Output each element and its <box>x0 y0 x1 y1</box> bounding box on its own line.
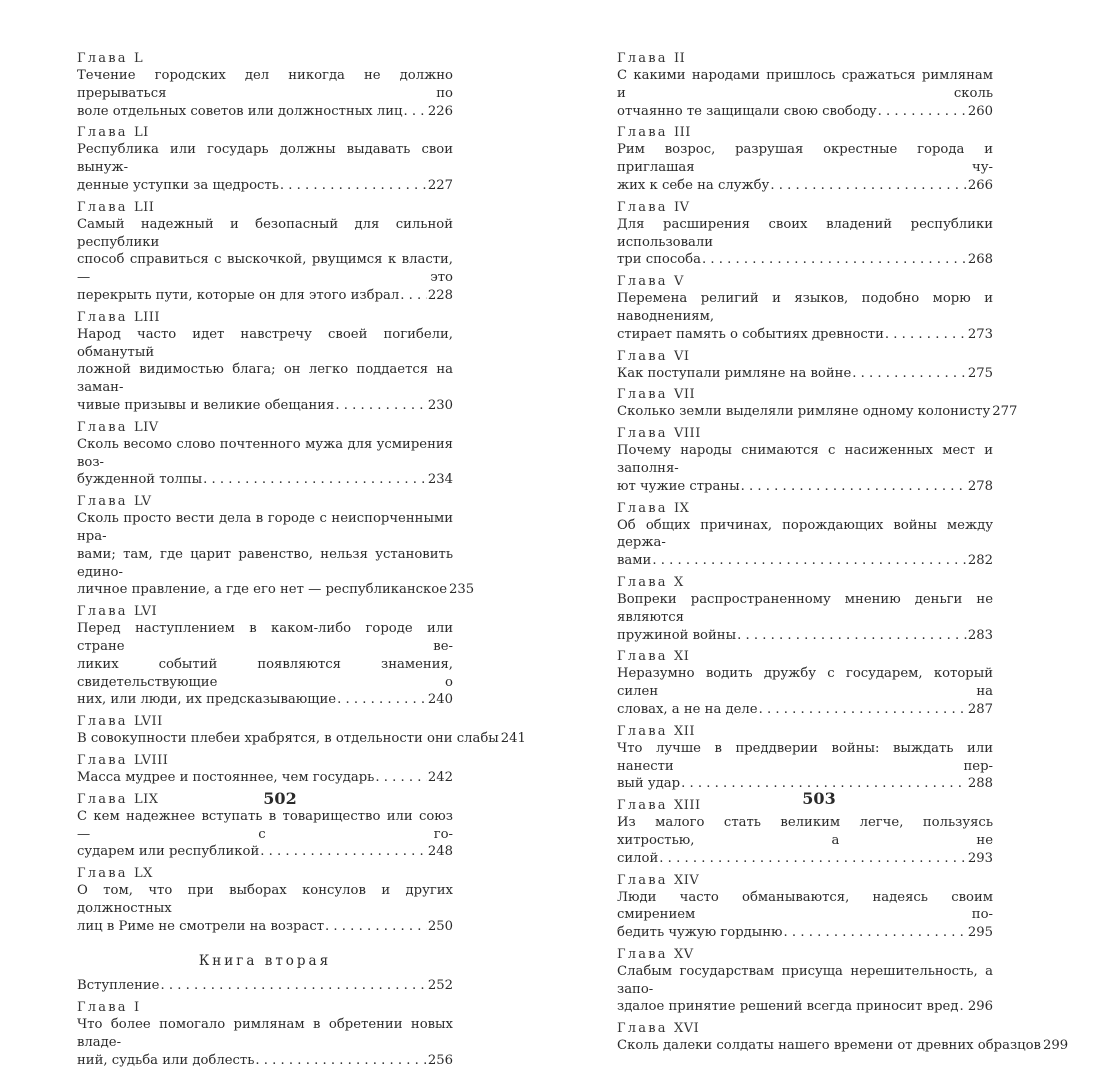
page-reference: 256 <box>427 1052 453 1068</box>
dot-leader <box>878 103 967 121</box>
chapter-title-line: Республика или государь должны выдавать свои вынуж- <box>77 142 453 176</box>
page-reference: 277 <box>992 404 1018 420</box>
chapter-title-last-line <box>77 471 453 489</box>
page-reference: 266 <box>967 177 993 193</box>
chapter-heading <box>617 273 993 290</box>
page-reference: 275 <box>967 365 993 381</box>
chapter-number: X <box>674 574 684 590</box>
chapter-title-line: Вопреки распространенному мнению деньги не являются <box>617 591 993 625</box>
chapter-title-line: вами; там, где царит равенство, нельзя установить едино- <box>77 546 453 580</box>
toc-entry <box>77 713 526 748</box>
chapter-heading <box>77 309 453 326</box>
toc-entry <box>617 574 993 644</box>
toc-entry <box>77 865 453 935</box>
chapter-heading <box>77 603 453 620</box>
chapter-title-text: вый удар <box>617 776 681 792</box>
chapter-title-text: Масса мудрее и постояннее, чем государь <box>77 769 375 785</box>
toc-entry <box>77 999 453 1069</box>
page-reference: 282 <box>967 553 993 569</box>
chapter-label: Глава <box>77 494 128 510</box>
toc-list-left-book-two <box>77 977 453 1069</box>
chapter-title-line: Из малого стать великим легче, пользуясь хитростью, а не <box>617 815 993 848</box>
chapter-heading <box>617 1020 993 1037</box>
chapter-number: IV <box>674 199 690 215</box>
chapter-label: Глава <box>617 649 668 665</box>
chapter-title-line: ликих событий появляются знамения, свидетельствующие о <box>77 656 453 690</box>
dot-leader <box>203 471 427 489</box>
chapter-heading <box>77 713 453 730</box>
page-reference: 268 <box>967 252 993 268</box>
chapter-label: Глава <box>77 51 128 66</box>
dot-leader <box>784 924 967 942</box>
chapter-number: LVIII <box>134 752 169 768</box>
chapter-title-text: Вступление <box>77 978 160 994</box>
chapter-label: Глава <box>77 791 128 807</box>
chapter-number: XI <box>674 649 690 665</box>
chapter-number: LX <box>134 866 153 882</box>
chapter-number: LIX <box>134 791 159 807</box>
chapter-heading <box>617 425 993 442</box>
chapter-title-text: Сколько земли выделяли римляне одному колонисту <box>617 404 991 420</box>
chapter-title-text: три способа <box>617 252 701 268</box>
chapter-title-text: силой <box>617 850 659 866</box>
toc-entry <box>617 946 993 1016</box>
chapter-title-last-line <box>77 103 453 121</box>
page-reference: 227 <box>427 177 453 193</box>
toc-entry <box>77 419 453 489</box>
chapter-title-line: Сколь весомо слово почтенного мужа для усмирения воз- <box>77 436 453 470</box>
page-reference: 230 <box>427 397 453 413</box>
toc-entry <box>617 425 993 495</box>
chapter-title-text: ют чужие страны <box>617 478 740 494</box>
chapter-number: LIV <box>134 419 159 435</box>
page-reference: 250 <box>427 918 453 934</box>
chapter-number: LVI <box>134 604 158 620</box>
dot-leader <box>959 998 966 1016</box>
dot-leader <box>375 769 426 787</box>
dot-leader <box>161 977 427 995</box>
chapter-label: Глава <box>617 199 668 215</box>
page-reference: 260 <box>967 103 993 119</box>
chapter-title-last-line <box>617 403 1018 421</box>
chapter-title-last-line <box>617 251 993 269</box>
chapter-number: LVII <box>134 714 163 730</box>
chapter-label: Глава <box>77 866 128 882</box>
dot-leader <box>255 1052 426 1070</box>
left-page <box>77 50 526 1074</box>
chapter-title-text: Как поступали римляне на войне <box>617 365 852 381</box>
chapter-number: XIV <box>674 872 700 888</box>
chapter-label: Глава <box>617 798 668 814</box>
chapter-label: Глава <box>77 752 128 768</box>
chapter-title-last-line <box>617 365 993 383</box>
chapter-title-line: Сколь просто вести дела в городе с неиспорченными нра- <box>77 511 453 544</box>
dot-leader <box>737 627 967 645</box>
toc-entry <box>617 1020 1069 1055</box>
page-reference: 234 <box>427 472 453 488</box>
chapter-title-text: личное правление, а где его нет — республиканское <box>77 582 448 598</box>
chapter-title-last-line <box>77 1052 453 1070</box>
chapter-title-line: Течение городских дел никогда не должно прерываться по <box>77 68 453 101</box>
chapter-heading <box>617 872 993 889</box>
chapter-heading <box>617 386 993 403</box>
chapter-number: I <box>134 1000 140 1016</box>
page-reference: 241 <box>500 731 526 747</box>
dot-leader <box>741 478 967 496</box>
toc-entry <box>617 648 993 718</box>
page-number-right: 503 <box>802 789 836 808</box>
page-reference: 248 <box>427 844 453 860</box>
chapter-title-line: Что лучше в преддверии войны: выждать или нанести пер- <box>617 740 993 774</box>
chapter-label: Глава <box>77 309 128 325</box>
chapter-number: XII <box>674 723 696 739</box>
page-reference: 226 <box>427 103 453 119</box>
chapter-title-line: способ справиться с выскочкой, рвущимся к власти, — это <box>77 252 453 286</box>
chapter-title-text: отчаянно те защищали свою свободу <box>617 103 877 119</box>
chapter-title-line: Об общих причинах, порождающих войны между держа- <box>617 517 993 551</box>
chapter-title-text: словах, а не на деле <box>617 701 758 717</box>
chapter-heading <box>617 124 993 141</box>
chapter-number: XVI <box>674 1021 700 1037</box>
page-reference: 235 <box>449 582 475 598</box>
toc-entry <box>617 50 993 120</box>
toc-entry <box>617 723 993 793</box>
toc-entry <box>77 603 453 709</box>
chapter-label: Глава <box>617 723 668 739</box>
chapter-heading <box>617 500 993 517</box>
page-reference: 252 <box>427 978 453 994</box>
toc-entry <box>77 124 453 194</box>
chapter-title-text: чивые призывы и великие обещания <box>77 397 335 413</box>
toc-entry <box>617 199 993 269</box>
chapter-label: Глава <box>617 125 668 141</box>
chapter-title-last-line <box>77 769 453 787</box>
toc-entry <box>617 500 993 570</box>
chapter-label: Глава <box>617 426 668 442</box>
chapter-title-line: С кем надежнее вступать в товарищество или союз — с го- <box>77 808 453 842</box>
page-number-left: 502 <box>263 789 297 808</box>
toc-entry <box>77 309 453 415</box>
right-page <box>617 50 1069 1059</box>
chapter-heading <box>617 50 993 67</box>
chapter-label: Глава <box>617 274 668 290</box>
chapter-title-line: О том, что при выборах консулов и других должностных <box>77 883 453 916</box>
chapter-title-line: ложной видимостью блага; он легко поддается на заман- <box>77 362 453 396</box>
page-reference: 299 <box>1042 1038 1069 1054</box>
chapter-number: III <box>674 125 691 141</box>
dot-leader <box>337 691 427 709</box>
chapter-number: XIII <box>674 798 701 814</box>
chapter-title-last-line <box>77 177 453 195</box>
page-reference: 288 <box>967 776 993 792</box>
dot-leader <box>652 552 966 570</box>
chapter-number: VII <box>674 387 696 403</box>
chapter-label: Глава <box>617 500 668 516</box>
dot-leader <box>403 103 426 121</box>
dot-leader <box>770 177 967 195</box>
chapter-title-line: Слабым государствам присуща нерешительность, а запо- <box>617 963 993 997</box>
dot-leader <box>852 365 967 383</box>
chapter-title-line: Для расширения своих владений республики использовали <box>617 216 993 250</box>
toc-entry <box>617 348 993 383</box>
chapter-heading <box>77 865 453 882</box>
chapter-title-text: В совокупности плебеи храбрятся, в отдельности они слабы <box>77 731 499 747</box>
chapter-heading <box>77 493 453 510</box>
chapter-title-text: воле отдельных советов или должностных лиц <box>77 103 403 119</box>
chapter-title-last-line <box>77 287 453 305</box>
page-reference: 240 <box>427 692 453 708</box>
chapter-heading <box>77 199 453 216</box>
chapter-title-text: пружиной войны <box>617 627 737 643</box>
toc-entry <box>617 124 993 194</box>
chapter-heading <box>617 723 993 740</box>
chapter-title-text: жих к себе на службу <box>617 177 770 193</box>
chapter-number: II <box>674 51 686 66</box>
chapter-title-last-line <box>617 177 993 195</box>
chapter-title-line: Рим возрос, разрушая окрестные города и приглашая чу- <box>617 142 993 176</box>
chapter-heading <box>617 648 993 665</box>
chapter-title-text: вами <box>617 553 652 569</box>
page-reference: 283 <box>967 627 993 643</box>
chapter-label: Глава <box>617 574 668 590</box>
dot-leader <box>335 397 426 415</box>
chapter-number: LIII <box>134 309 161 325</box>
dot-leader <box>400 287 427 305</box>
chapter-title-last-line <box>77 918 453 936</box>
chapter-label: Глава <box>617 1021 668 1037</box>
chapter-number: V <box>674 274 684 290</box>
chapter-number: XV <box>674 946 694 962</box>
toc-list-right <box>617 50 1069 1055</box>
chapter-number: L <box>134 51 144 66</box>
chapter-title-text: здалое принятие решений всегда приносит вред <box>617 999 959 1015</box>
chapter-title-last-line <box>617 850 993 868</box>
page-reference: 293 <box>967 850 993 866</box>
dot-leader <box>325 918 427 936</box>
chapter-heading <box>77 419 453 436</box>
page-reference: 295 <box>967 925 993 941</box>
chapter-title-last-line <box>617 1037 1069 1055</box>
dot-leader <box>260 843 427 861</box>
toc-entry <box>77 199 453 305</box>
chapter-title-text: бедить чужую гордыню <box>617 925 783 941</box>
chapter-title-text: стирает память о событиях древности <box>617 326 884 342</box>
chapter-label: Глава <box>617 51 668 66</box>
chapter-title-last-line <box>617 627 993 645</box>
chapter-title-text: денные уступки за щедрость <box>77 177 279 193</box>
page-reference: 273 <box>967 326 993 342</box>
chapter-label: Глава <box>77 604 128 620</box>
toc-entry <box>617 872 993 942</box>
chapter-heading <box>617 199 993 216</box>
chapter-title-line: Неразумно водить дружбу с государем, который силен на <box>617 666 993 700</box>
chapter-label: Глава <box>77 419 128 435</box>
chapter-label: Глава <box>77 714 128 730</box>
chapter-number: VIII <box>674 426 701 442</box>
toc-entry <box>77 50 453 120</box>
chapter-heading <box>77 752 453 769</box>
chapter-title-last-line <box>77 730 526 748</box>
chapter-label: Глава <box>617 946 668 962</box>
chapter-label: Глава <box>77 1000 128 1016</box>
chapter-title-line: Люди часто обманываются, надеясь своим смирением по- <box>617 889 993 923</box>
toc-entry <box>77 977 453 995</box>
page-reference: 296 <box>967 999 993 1015</box>
chapter-title-last-line <box>77 691 453 709</box>
page-reference: 242 <box>427 769 453 785</box>
toc-entry <box>617 273 993 343</box>
chapter-title-line: Перед наступлением в каком-либо городе или стране ве- <box>77 621 453 654</box>
page-reference: 287 <box>967 701 993 717</box>
chapter-number: LV <box>134 494 152 510</box>
page-reference: 228 <box>427 287 453 303</box>
chapter-heading <box>617 946 993 963</box>
chapter-title-text: бужденной толпы <box>77 472 203 488</box>
chapter-title-text: ний, судьба или доблесть <box>77 1052 255 1068</box>
dot-leader <box>885 326 967 344</box>
chapter-title-last-line <box>617 998 993 1016</box>
chapter-title-line: Перемена религий и языков, подобно морю и наводнениям, <box>617 291 993 324</box>
chapter-heading <box>77 124 453 141</box>
chapter-title-line: С какими народами пришлось сражаться римлянам и сколь <box>617 68 993 101</box>
dot-leader <box>702 251 967 269</box>
chapter-title-last-line <box>617 701 993 719</box>
chapter-title-last-line <box>617 326 993 344</box>
dot-leader <box>659 850 967 868</box>
dot-leader <box>759 701 967 719</box>
chapter-heading <box>77 50 453 67</box>
chapter-title-last-line <box>77 581 475 599</box>
book-two-heading: Книга вторая <box>198 953 332 970</box>
chapter-label: Глава <box>617 348 668 364</box>
chapter-title-last-line <box>77 843 453 861</box>
chapter-number: LI <box>134 125 149 141</box>
chapter-title-line: Самый надежный и безопасный для сильной республики <box>77 216 453 250</box>
chapter-number: VI <box>674 348 690 364</box>
chapter-title-text: лиц в Риме не смотрели на возраст <box>77 918 325 934</box>
chapter-title-last-line <box>77 977 453 995</box>
chapter-title-text: перекрыть пути, которые он для этого избрал <box>77 287 400 303</box>
chapter-label: Глава <box>617 872 668 888</box>
chapter-title-last-line <box>617 478 993 496</box>
chapter-heading <box>617 348 993 365</box>
chapter-label: Глава <box>77 125 128 141</box>
chapter-number: IX <box>674 500 690 516</box>
dot-leader <box>280 177 427 195</box>
chapter-title-text: Сколь далеки солдаты нашего времени от древних образцов <box>617 1038 1041 1054</box>
chapter-title-text: них, или люди, их предсказывающие <box>77 692 337 708</box>
chapter-title-line: Что более помогало римлянам в обретении новых владе- <box>77 1017 453 1051</box>
toc-entry <box>77 752 453 787</box>
toc-entry <box>77 493 475 599</box>
chapter-title-last-line <box>617 103 993 121</box>
chapter-number: LII <box>134 199 155 215</box>
page-reference: 278 <box>967 478 993 494</box>
chapter-title-last-line <box>617 552 993 570</box>
chapter-label: Глава <box>77 199 128 215</box>
chapter-label: Глава <box>617 387 668 403</box>
chapter-title-last-line <box>77 397 453 415</box>
toc-entry <box>617 386 1018 421</box>
chapter-heading <box>77 999 453 1016</box>
chapter-heading <box>617 574 993 591</box>
chapter-title-text: сударем или республикой <box>77 844 260 860</box>
chapter-title-line: Почему народы снимаются с насиженных мест и заполня- <box>617 443 993 476</box>
chapter-title-last-line <box>617 924 993 942</box>
chapter-title-line: Народ часто идет навстречу своей погибели, обманутый <box>77 326 453 360</box>
